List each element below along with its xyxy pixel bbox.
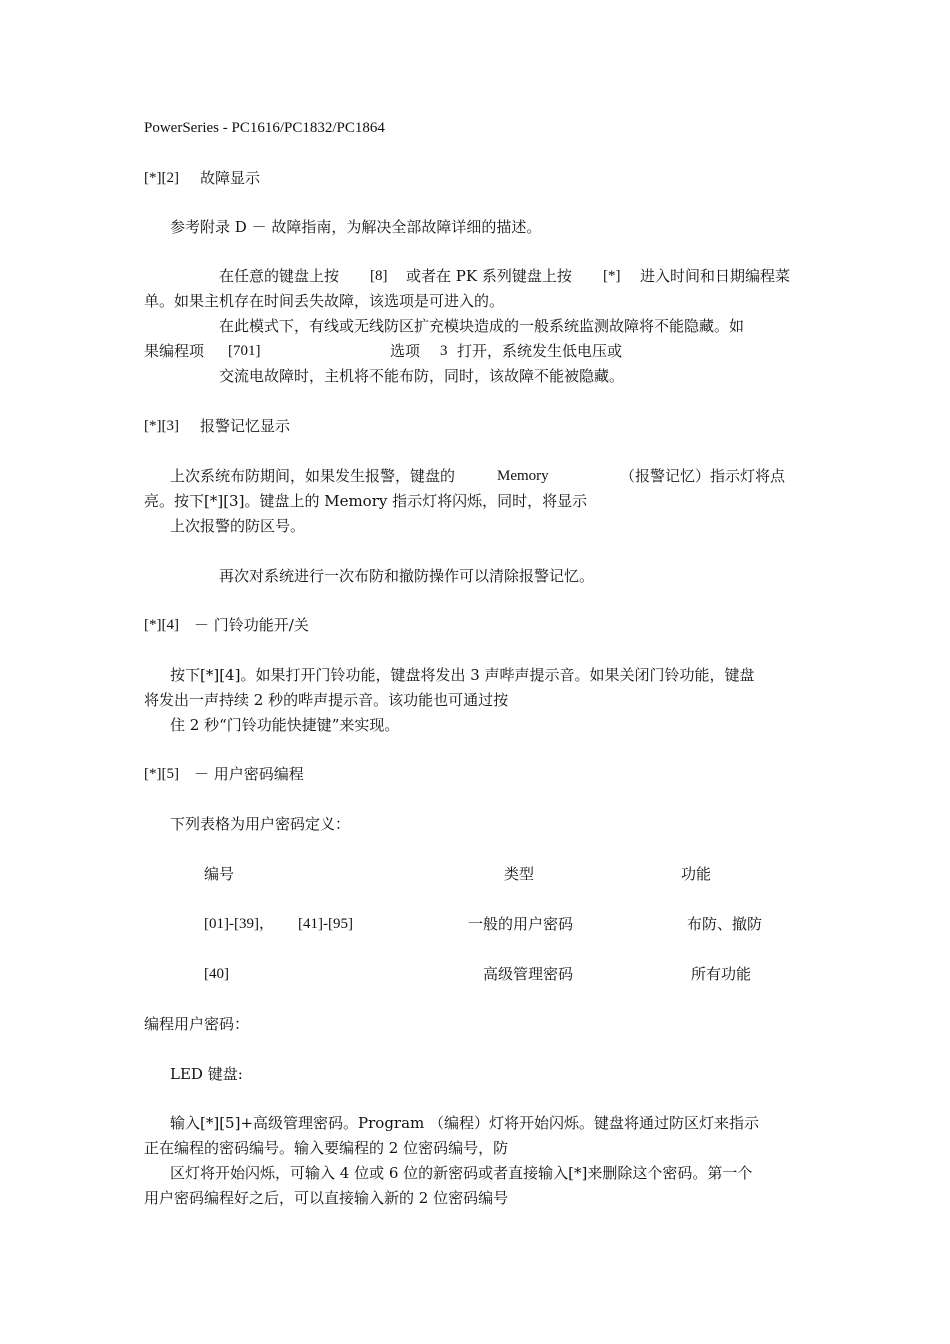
section-2-p1-line1-c: 或者在 PK 系列键盘上按 — [406, 267, 572, 285]
section-5-title: － 用户密码编程 — [194, 765, 304, 783]
section-5-label: [*][5] — [144, 766, 179, 782]
table-header-function: 功能 — [681, 865, 712, 883]
section-2-label: [*][2] — [144, 170, 179, 186]
section-2-p1-line2: 单。如果主机存在时间丢失故障，该选项是可进入的。 — [144, 292, 505, 310]
section-5-intro: 下列表格为用户密码定义： — [170, 815, 351, 833]
section-2-p1-key-8: [8] — [370, 268, 388, 284]
section-2-p2-option-3: 3 — [440, 343, 448, 359]
table-header-type: 类型 — [504, 865, 535, 883]
section-4-title: － 门铃功能开/关 — [194, 616, 309, 634]
led-line4: 用户密码编程好之后，可以直接输入新的 2 位密码编号 — [144, 1189, 509, 1207]
table-row2-number: [40] — [204, 966, 229, 982]
table-row1-number-a: [01]-[39]， — [204, 916, 274, 932]
table-row2-type: 高级管理密码 — [483, 965, 574, 983]
section-2-p2-line2-c: 选项 — [390, 342, 421, 360]
section-3-p2: 再次对系统进行一次布防和撤防操作可以清除报警记忆。 — [219, 567, 595, 585]
section-3-title: 报警记忆显示 — [200, 417, 291, 435]
table-header-number: 编号 — [204, 865, 235, 883]
section-3-p1-line1-a: 上次系统布防期间，如果发生报警，键盘的 — [170, 467, 456, 485]
led-line1: 输入[*][5]+高级管理密码。Program （编程）灯将开始闪烁。键盘将通过防区灯来指示 — [170, 1114, 760, 1132]
document-title: PowerSeries - PC1616/PC1832/PC1864 — [144, 120, 385, 136]
led-line3: 区灯将开始闪烁，可输入 4 位或 6 位的新密码或者直接输入[*]来删除这个密码。第一个 — [170, 1164, 753, 1182]
section-2-p2-line2-a: 果编程项 — [144, 342, 205, 360]
section-3-p1-memory: Memory — [497, 468, 549, 484]
section-2-reference: 参考附录 D － 故障指南，为解决全部故障详细的描述。 — [170, 218, 542, 236]
led-line2: 正在编程的密码编号。输入要编程的 2 位密码编号，防 — [144, 1139, 509, 1157]
table-row2-function: 所有功能 — [691, 965, 752, 983]
section-2-p1-line1-a: 在任意的键盘上按 — [219, 267, 340, 285]
section-2-title: 故障显示 — [200, 169, 261, 187]
table-row1-number-b: [41]-[95] — [298, 916, 353, 932]
section-2-p1-key-star: [*] — [603, 268, 621, 284]
section-3-label: [*][3] — [144, 418, 179, 434]
section-2-p1-line1-e: 进入时间和日期编程菜 — [640, 267, 791, 285]
section-2-p2-line3: 交流电故障时，主机将不能布防，同时，该故障不能被隐藏。 — [219, 367, 625, 385]
section-3-p1-line1-c: （报警记忆）指示灯将点 — [620, 467, 786, 485]
section-4-label: [*][4] — [144, 617, 179, 633]
section-4-p1-line1: 按下[*][4]。如果打开门铃功能，键盘将发出 3 声哔声提示音。如果关闭门铃功能，键盘 — [170, 666, 755, 684]
section-2-p2-line1: 在此模式下，有线或无线防区扩充模块造成的一般系统监测故障将不能隐藏。如 — [219, 317, 745, 335]
program-codes-title: 编程用户密码： — [144, 1015, 250, 1033]
led-keypad-title: LED 键盘: — [170, 1065, 243, 1083]
section-4-p1-line3: 住 2 秒“门铃功能快捷键”来实现。 — [170, 716, 400, 734]
section-2-p2-item-701: [701] — [228, 343, 261, 359]
table-row1-function: 布防、撤防 — [687, 915, 763, 933]
section-3-p1-line2: 亮。按下[*][3]。键盘上的 Memory 指示灯将闪烁，同时，将显示 — [144, 492, 588, 510]
section-3-p1-line3: 上次报警的防区号。 — [170, 517, 306, 535]
section-2-p2-line2-e: 打开，系统发生低电压或 — [457, 342, 623, 360]
section-4-p1-line2: 将发出一声持续 2 秒的哔声提示音。该功能也可通过按 — [144, 691, 509, 709]
table-row1-type: 一般的用户密码 — [468, 915, 574, 933]
